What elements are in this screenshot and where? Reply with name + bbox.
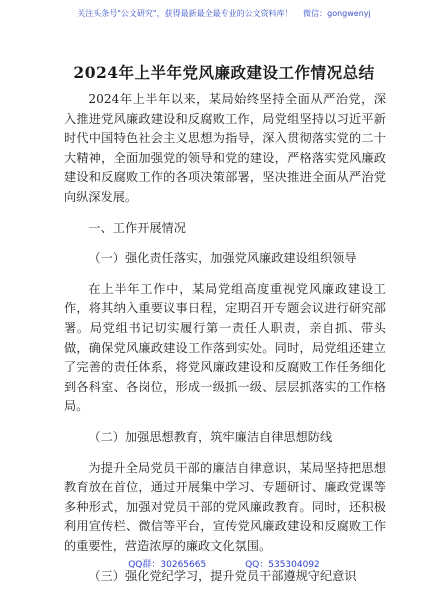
- qq-contact-text: QQ：535304092: [245, 560, 320, 570]
- subsection-heading: （三）强化党纪学习，提升党员干部遵规守纪意识: [88, 569, 357, 584]
- banner-promo-text: 关注头条号"公文研究"，获得最新最全最专业的公文资料库！: [77, 9, 293, 18]
- top-banner: [0, 8, 448, 20]
- intro-paragraph: 2024年上半年以来，某局始终坚持全面从严治党，深入推进党风廉政建设和反腐败工作，局党组坚持以习近平新时代中国特色社会主义思想为指导，深入贯彻落实党的二十大精神，全面加强党的领导和党的建设，严格落实党风廉政建设和反腐败工作的各项决策部署，坚决推进全面从严治党向纵深发展。: [64, 92, 386, 204]
- subsection-heading: （二）加强思想教育，筑牢廉洁自律思想防线: [88, 429, 333, 444]
- body-paragraph: 在上半年工作中，某局党组高度重视党风廉政建设工作，将其纳入重要议事日程，定期召开专题会议进行研究部署。局党组书记切实履行第一责任人职责，亲自抓、带头做，确保党风廉政建设工作落到实处。同时，局党组还建立了完善的责任体系，将党风廉政建设和反腐败工作任务细化到各科室、各岗位，形成一级抓一级、层层抓落实的工作格局。: [64, 281, 386, 414]
- banner-wechat-text: 微信：gongwenyj: [303, 9, 371, 18]
- footer-contact: [0, 557, 448, 570]
- section-heading: 一、工作开展情况: [88, 220, 186, 235]
- document-title: 2024年上半年党风廉政建设工作情况总结: [73, 63, 375, 82]
- body-paragraph: 为提升全局党员干部的廉洁自律意识，某局坚持把思想教育放在首位，通过开展集中学习、专题研讨、廉政党课等多种形式，加强对党员干部的党风廉政教育。同时，还积极利用宣传栏、微信等平台，宣传党风廉政建设和反腐败工作的重要性，营造浓厚的廉政文化氛围。: [64, 460, 386, 553]
- document-body: [64, 90, 386, 598]
- subsection-heading: （一）强化责任落实，加强党风廉政建设组织领导: [88, 251, 357, 266]
- qq-group-text: QQ群：30265665: [128, 560, 207, 570]
